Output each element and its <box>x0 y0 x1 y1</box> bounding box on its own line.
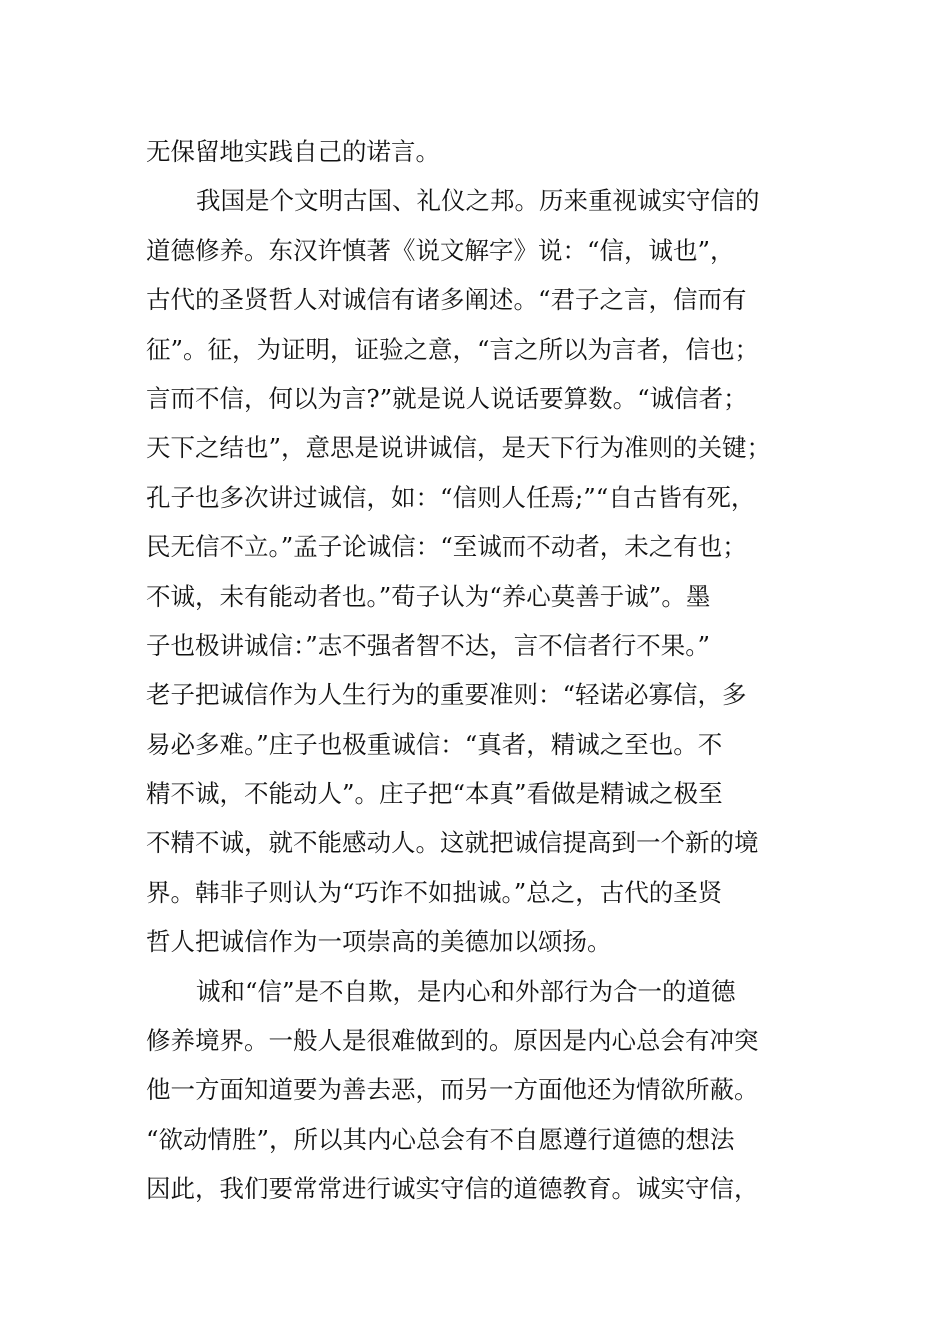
text-line: 因此，我们要常常进行诚实守信的道德教育。诚实守信， <box>146 1174 759 1204</box>
text-line: 界。韩非子则认为“巧诈不如拙诚。”总之，古代的圣贤 <box>146 877 723 907</box>
text-line: 哲人把诚信作为一项崇高的美德加以颂扬。 <box>146 927 612 957</box>
text-line: 他一方面知道要为善去恶，而另一方面他还为情欲所蔽。 <box>146 1075 759 1105</box>
text-line: 子也极讲诚信：”志不强者智不达，言不信者行不果。” <box>146 630 711 660</box>
text-line: 修养境界。一般人是很难做到的。原因是内心总会有冲突 <box>146 1026 759 1056</box>
text-line: 天下之结也”，意思是说讲诚信，是天下行为准则的关键； <box>146 433 772 463</box>
text-line: 老子把诚信作为人生行为的重要准则：“轻诺必寡信，多 <box>146 680 747 710</box>
body-text <box>146 127 826 1214</box>
text-line: 孔子也多次讲过诚信，如：“信则人任焉;”“自古皆有死， <box>146 482 756 512</box>
text-line: 征”。征，为证明，证验之意，“言之所以为言者，信也； <box>146 334 760 364</box>
paragraph-first-line: 我国是个文明古国、礼仪之邦。历来重视诚实守信的 <box>196 186 760 216</box>
paragraph-first-line: 诚和“信”是不自欺，是内心和外部行为合一的道德 <box>196 976 736 1006</box>
text-line: 古代的圣贤哲人对诚信有诸多阐述。“君子之言，信而有 <box>146 285 747 315</box>
text-line: 精不诚，不能动人”。庄子把“本真”看做是精诚之极至 <box>146 779 723 809</box>
text-line: 不诚，未有能动者也。”荀子认为“养心莫善于诚”。墨 <box>146 581 711 611</box>
text-line: 易必多难。”庄子也极重诚信：“真者，精诚之至也。不 <box>146 729 723 759</box>
text-line: 道德修养。东汉许慎著《说文解字》说：“信，诚也”， <box>146 235 735 265</box>
text-line: 不精不诚，就不能感动人。这就把诚信提高到一个新的境 <box>146 828 759 858</box>
text-line: 无保留地实践自己的诺言。 <box>146 137 440 166</box>
text-line: “欲动情胜”，所以其内心总会有不自愿遵行道德的想法 <box>146 1124 735 1154</box>
text-line: 民无信不立。”孟子论诚信：“至诚而不动者，未之有也； <box>146 532 747 562</box>
text-line: 言而不信，何以为言?”就是说人说话要算数。“诚信者； <box>146 383 748 413</box>
